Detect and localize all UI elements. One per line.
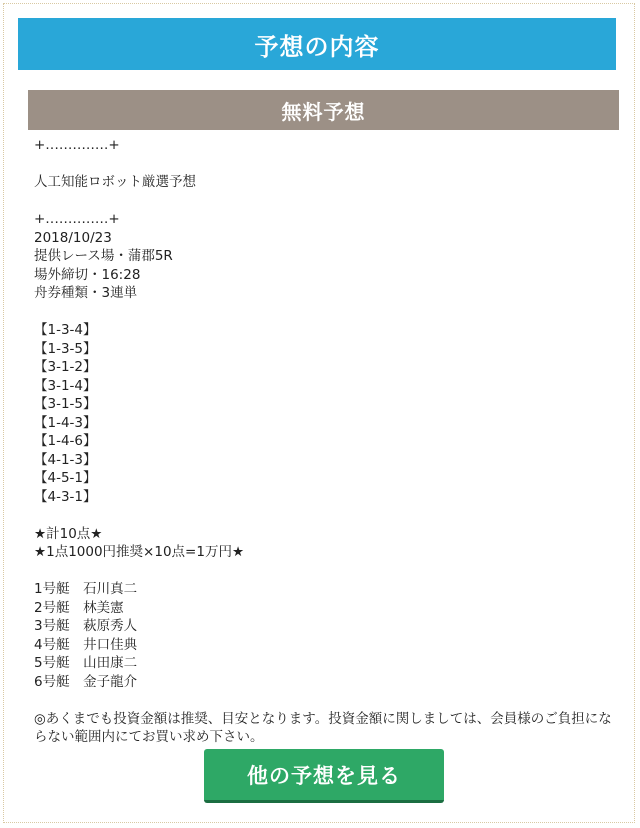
page-title: 予想の内容 (18, 18, 616, 70)
view-other-predictions-button[interactable]: 他の予想を見る (204, 749, 444, 803)
section-title: 無料予想 (28, 90, 619, 130)
content-frame (3, 3, 635, 823)
prediction-text: +‥‥‥‥‥‥‥+ 人工知能ロボット厳選予想 +‥‥‥‥‥‥‥+ 2018/10/23 提供レース場・蒲郡5R 場外締切・16:28 舟券種類・3連単 【1-3-4】 【1-3-5】 【3-1-2】 【3-1-4】 【3-1-5】 【1-4-3】 【1-4-6】 【4-1-3】 【4-5-1】 【4-3-1】 ★計10点★ ★1点1000円推奨×10点=1万円★ 1号艇 石川真二 2号艇 林美憲 3号艇 萩原秀人 4号艇 井口佳典 5号艇 山田康二 6号艇 金子龍介 ◎あくまでも投資金額は推奨、目安となります。投資金額に関しましては、会員様のご負担にならない範囲内にてお買い求め下さい。 (34, 137, 612, 745)
